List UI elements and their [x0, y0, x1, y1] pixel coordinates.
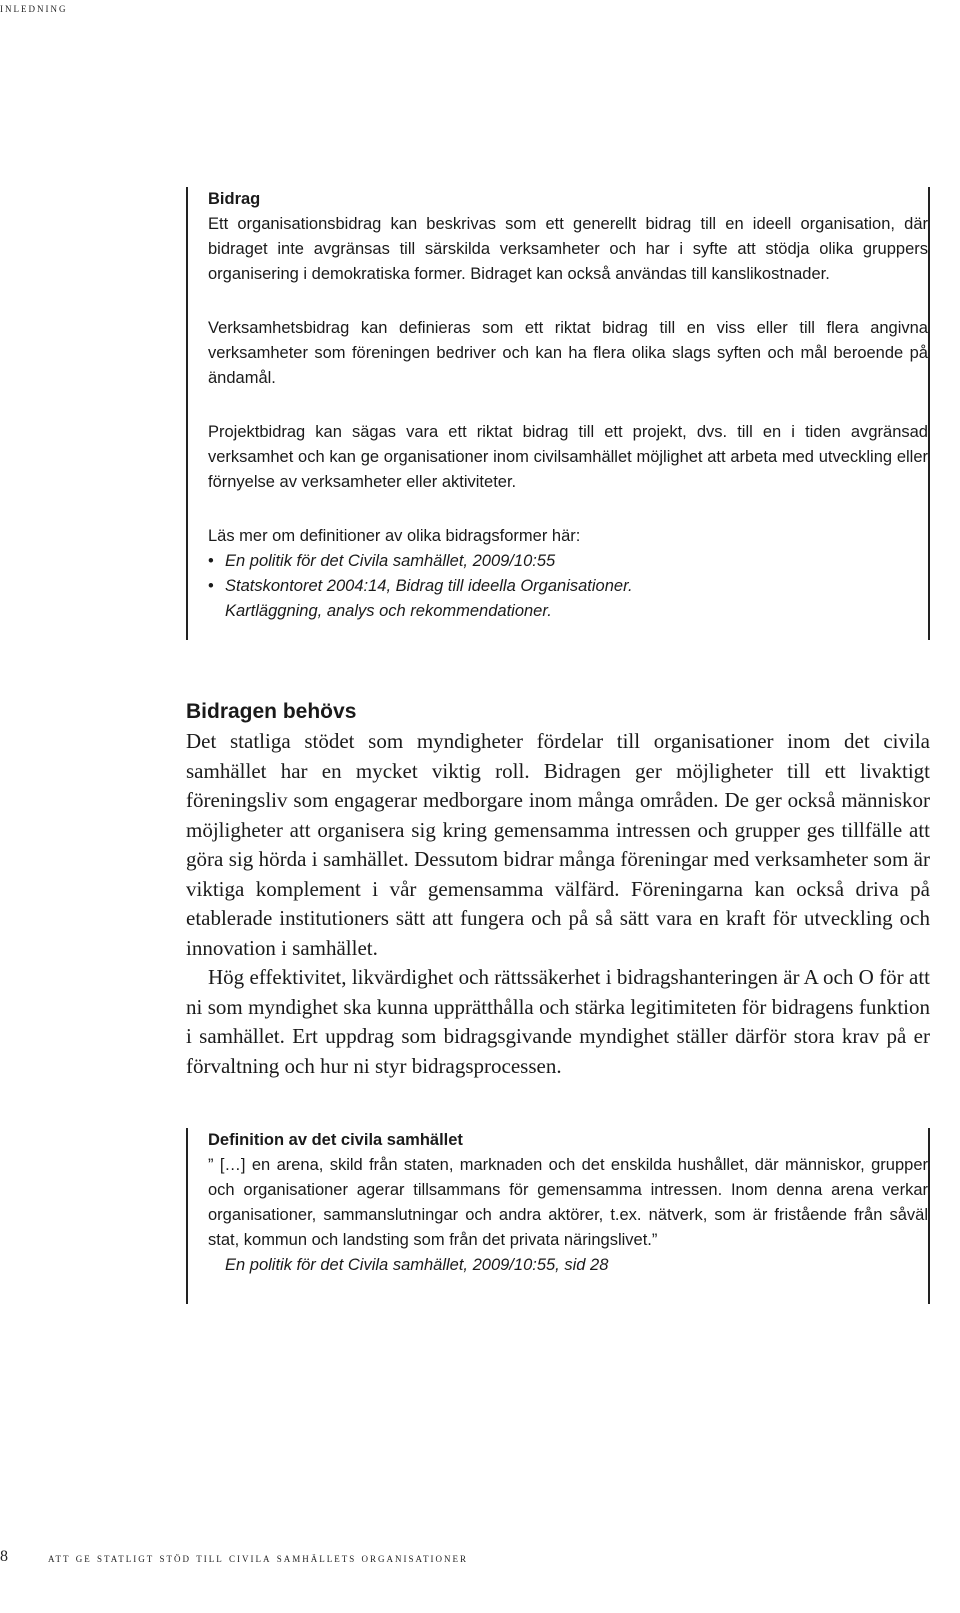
- quote-citation: En politik för det Civila samhället, 2009/10:55, sid 28: [225, 1256, 609, 1274]
- source-subtitle: Kartläggning, analys och rekommendationer.: [225, 602, 552, 620]
- source-item: [208, 574, 928, 624]
- civil-society-box-title: Definition av det civila samhället: [208, 1131, 463, 1149]
- body-paragraph: Hög effektivitet, likvärdighet och rättssäkerhet i bidragshanteringen är A och O för att ni som myndighet ska kunna upprätthålla och stärka legitimiteten för bidragens funktion i samhället. Ert uppdrag som bidragsgivande myndighet ställer därför stora krav på er förvaltning och hur ni styr bidragsprocessen.: [186, 965, 930, 1078]
- main-section: [186, 697, 930, 1081]
- definition-organisationsbidrag: Ett organisationsbidrag kan beskrivas som ett generellt bidrag till en ideell organisation, där bidraget inte avgränsas till särskilda verksamheter och har i syfte att stödja olika gruppers organisering i demokratiska former. Bidraget kan också användas till kanslikostnader.: [208, 215, 928, 283]
- bullet-icon: •: [208, 552, 214, 570]
- definition-verksamhetsbidrag: Verksamhetsbidrag kan definieras som ett riktat bidrag till en viss eller till flera angivna verksamheter som föreningen bedriver och kan ha flera olika slags syften och mål beroende på ändamål.: [208, 319, 928, 387]
- definition-projektbidrag: Projektbidrag kan sägas vara ett riktat bidrag till ett projekt, dvs. till en i tiden avgränsad verksamhet och kan ge organisationer inom civilsamhället möjlighet att arbeta med utveckling eller förnyelse av verksamheter eller aktiviteter.: [208, 423, 928, 491]
- running-head: inledning: [0, 0, 68, 15]
- body-paragraph: Det statliga stödet som myndigheter fördelar till organisationer inom det civila samhället har en mycket viktig roll. Bidragen ger möjligheter till ett livaktigt föreningsliv som engagerar medborgare inom många områden. De ger också människor möjligheter att organisera sig kring gemensamma intressen och grupper ges tillfälle att göra sig hörda i samhället. Dessutom bidrar många föreningar med verksamheter som är viktiga komplement i vår gemensamma välfärd. Föreningarna kan också driva på etablerade institutioners sätt att fungera och på så sätt vara en kraft för utveckling och innovation i samhället.: [186, 729, 930, 960]
- definition-quote: ” […] en arena, skild från staten, marknaden och det enskilda hushållet, där människor, grupper och organisationer agerar tillsammans för gemensamma intressen. Inom denna arena verkar organisationer, sammanslutningar och andra aktörer, t.ex. nätverk, som är fristående från såväl stat, kommun och landsting som från det privata näringslivet.”: [208, 1156, 928, 1249]
- page-number: 8: [0, 1548, 8, 1565]
- source-title: Statskontoret 2004:14, Bidrag till ideella Organisationer.: [225, 577, 633, 595]
- footer-title: att ge statligt stöd till civila samhällets organisationer: [48, 1550, 469, 1565]
- sources-intro: Läs mer om definitioner av olika bidragsformer här:: [208, 527, 581, 545]
- bullet-icon: •: [208, 577, 214, 595]
- civil-society-definition-box: [186, 1128, 930, 1304]
- source-title: En politik för det Civila samhället, 2009/10:55: [225, 552, 556, 570]
- source-item: [208, 549, 928, 574]
- sources-list: [208, 549, 928, 624]
- definitions-box: [186, 187, 930, 640]
- section-heading: Bidragen behövs: [186, 700, 357, 723]
- definitions-box-title: Bidrag: [208, 190, 261, 208]
